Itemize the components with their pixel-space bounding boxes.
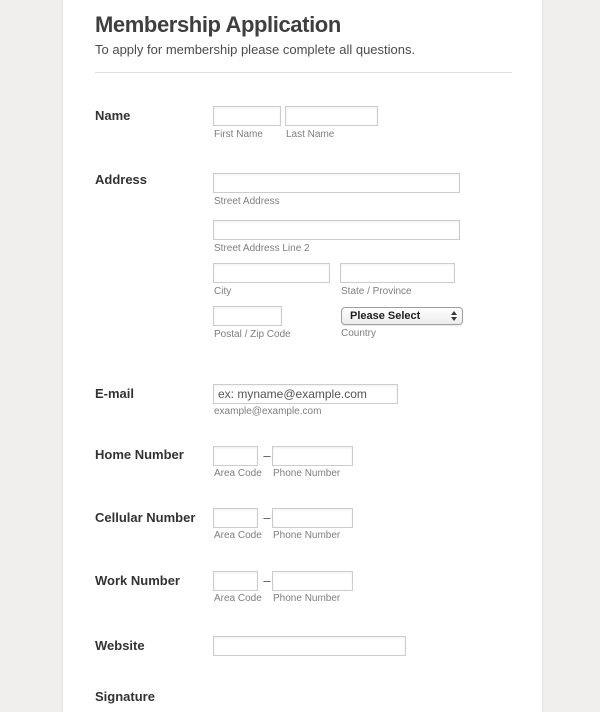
address-label: Address	[95, 172, 148, 187]
form-subtitle: To apply for membership please complete all questions.	[95, 42, 416, 57]
country-select-value: Please Select	[350, 310, 421, 322]
header-divider	[95, 72, 512, 73]
cellular-number-label: Cellular Number	[95, 510, 196, 525]
select-stepper-icon	[451, 311, 458, 321]
home-phone-number-sublabel: Phone Number	[273, 468, 341, 479]
home-phone-number-input[interactable]	[272, 446, 353, 466]
first-name-input[interactable]	[213, 106, 281, 126]
home-area-code-input[interactable]	[213, 446, 258, 466]
postal-zip-sublabel: Postal / Zip Code	[214, 329, 291, 340]
street-address-line2-input[interactable]	[213, 220, 460, 240]
cellular-phone-separator: –	[263, 510, 271, 525]
work-phone-number-input[interactable]	[272, 571, 353, 591]
street-address-line2-sublabel: Street Address Line 2	[214, 243, 310, 254]
work-phone-separator: –	[263, 573, 271, 588]
email-label: E-mail	[95, 386, 135, 401]
first-name-sublabel: First Name	[214, 129, 263, 140]
website-label: Website	[95, 638, 145, 653]
home-phone-separator: –	[263, 448, 271, 463]
work-area-code-input[interactable]	[213, 571, 258, 591]
work-area-code-sublabel: Area Code	[214, 593, 262, 604]
work-phone-number-sublabel: Phone Number	[273, 593, 341, 604]
cellular-area-code-sublabel: Area Code	[214, 530, 262, 541]
country-select[interactable]	[341, 307, 463, 325]
cellular-phone-number-input[interactable]	[272, 508, 353, 528]
state-province-input[interactable]	[340, 263, 455, 283]
form-title: Membership Application	[95, 12, 341, 37]
signature-label: Signature	[95, 689, 155, 704]
work-number-label: Work Number	[95, 573, 180, 588]
last-name-input[interactable]	[285, 106, 378, 126]
website-input[interactable]	[213, 636, 406, 656]
country-sublabel: Country	[341, 328, 377, 339]
city-input[interactable]	[213, 263, 330, 283]
cellular-area-code-input[interactable]	[213, 508, 258, 528]
city-sublabel: City	[214, 286, 232, 297]
home-area-code-sublabel: Area Code	[214, 468, 262, 479]
last-name-sublabel: Last Name	[286, 129, 335, 140]
cellular-phone-number-sublabel: Phone Number	[273, 530, 341, 541]
street-address-sublabel: Street Address	[214, 196, 280, 207]
state-province-sublabel: State / Province	[341, 286, 412, 297]
home-number-label: Home Number	[95, 447, 184, 462]
street-address-input[interactable]	[213, 173, 460, 193]
form-card	[63, 0, 542, 712]
postal-zip-input[interactable]	[213, 306, 282, 326]
name-label: Name	[95, 108, 131, 123]
email-sublabel: example@example.com	[214, 406, 322, 417]
email-input[interactable]	[213, 384, 398, 404]
